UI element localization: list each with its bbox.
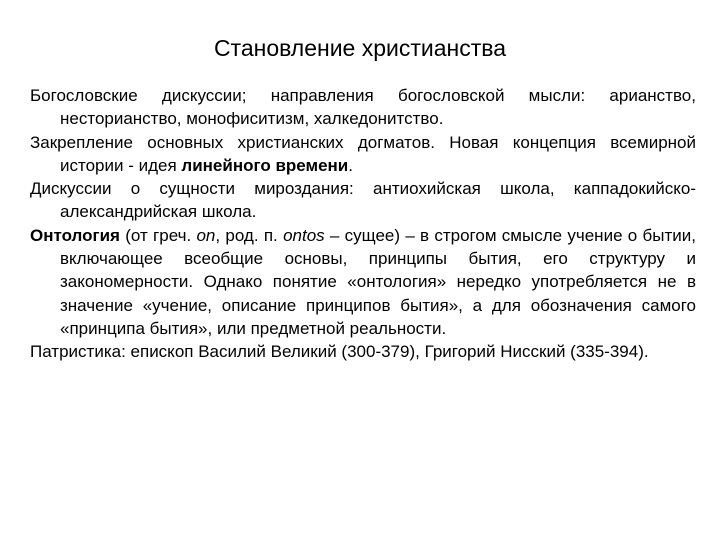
paragraph-theological-debates — [30, 84, 696, 131]
paragraph-text: Богословские дискуссии; направления богословской мысли: арианство, несторианство, монофиситизм, халкедонитство. — [30, 86, 696, 129]
paragraph-text: Закрепление основных христианских догматов. Новая концепция всемирной истории - идея — [30, 132, 696, 175]
paragraph-patristics — [30, 340, 696, 363]
paragraph-text: Дискуссии о сущности мироздания: антиохийская школа, каппадокийско-александрийская школа. — [30, 179, 696, 222]
paragraph-cosmos-schools — [30, 177, 696, 224]
paragraph-text: Патристика: епископ Василий Великий (300-379), Григорий Нисский (335-394). — [30, 342, 649, 362]
greek-ontos: ontos — [283, 225, 325, 245]
paragraph-ontology — [30, 224, 696, 340]
paragraph-text: , род. п. — [215, 225, 284, 245]
paragraph-text: (от греч. — [119, 225, 197, 245]
slide-content — [30, 84, 696, 364]
paragraph-dogmas — [30, 131, 696, 178]
slide-title: Становление христианства — [213, 35, 507, 61]
greek-on: on — [196, 225, 216, 245]
linear-time-term: линейного времени — [181, 155, 349, 175]
ontology-term: Онтология — [30, 225, 120, 245]
paragraph-text: – сущее) – в строгом смысле учение о бытии, включающее всеобщие основы, принципы бытия, его структуру и закономерности. Однако понятие «онтология» нередко употребляется не в значение «учение, описание принципов бытия», а для обозначения самого «принципа бытия», или предметной реальности. — [60, 225, 696, 338]
paragraph-text: . — [348, 155, 353, 175]
